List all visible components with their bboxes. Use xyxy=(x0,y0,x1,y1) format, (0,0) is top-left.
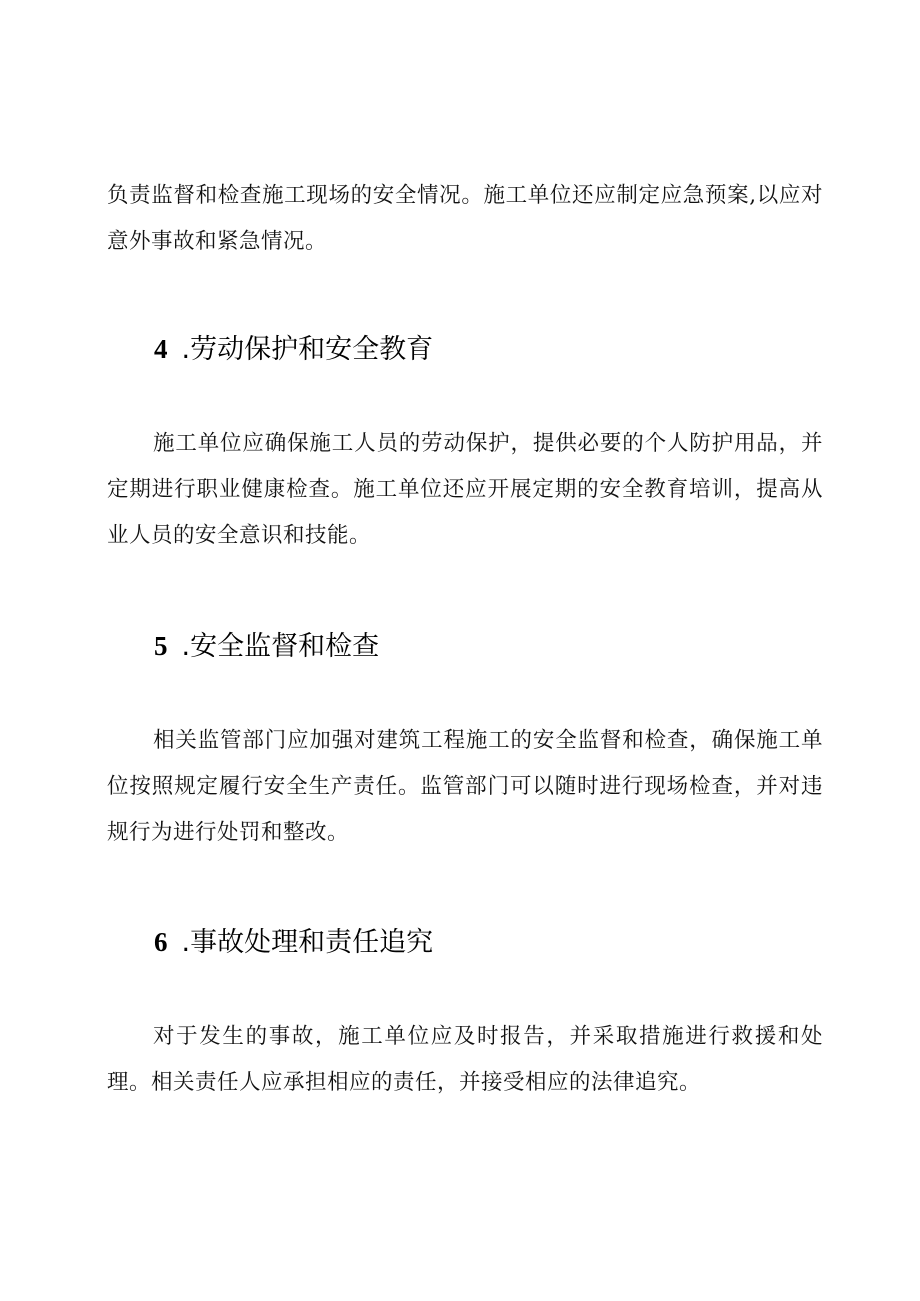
section-number: 6 xyxy=(154,927,168,957)
intro-paragraph: 负责监督和检查施工现场的安全情况。施工单位还应制定应急预案,以应对意外事故和紧急情况。 xyxy=(107,183,823,254)
section-body-6: 对于发生的事故，施工单位应及时报告，并采取措施进行救援和处理。相关责任人应承担相应的责任，并接受相应的法律追究。 xyxy=(107,1024,823,1095)
section-body-4: 施工单位应确保施工人员的劳动保护，提供必要的个人防护用品，并定期进行职业健康检查。施工单位还应开展定期的安全教育培训，提高从业人员的安全意识和技能。 xyxy=(107,431,823,548)
section-title: .劳动保护和安全教育 xyxy=(181,334,434,365)
section-title: .安全监督和检查 xyxy=(181,631,380,662)
section-body-5: 相关监管部门应加强对建筑工程施工的安全监督和检查，确保施工单位按照规定履行安全生产责任。监管部门可以随时进行现场检查，并对违规行为进行处罚和整改。 xyxy=(107,728,823,845)
section-number: 4 xyxy=(154,334,168,364)
section-heading-5 xyxy=(154,626,379,667)
section-title: .事故处理和责任追究 xyxy=(181,927,434,958)
section-heading-6 xyxy=(154,922,433,963)
section-number: 5 xyxy=(154,631,168,661)
section-heading-4 xyxy=(154,329,433,370)
